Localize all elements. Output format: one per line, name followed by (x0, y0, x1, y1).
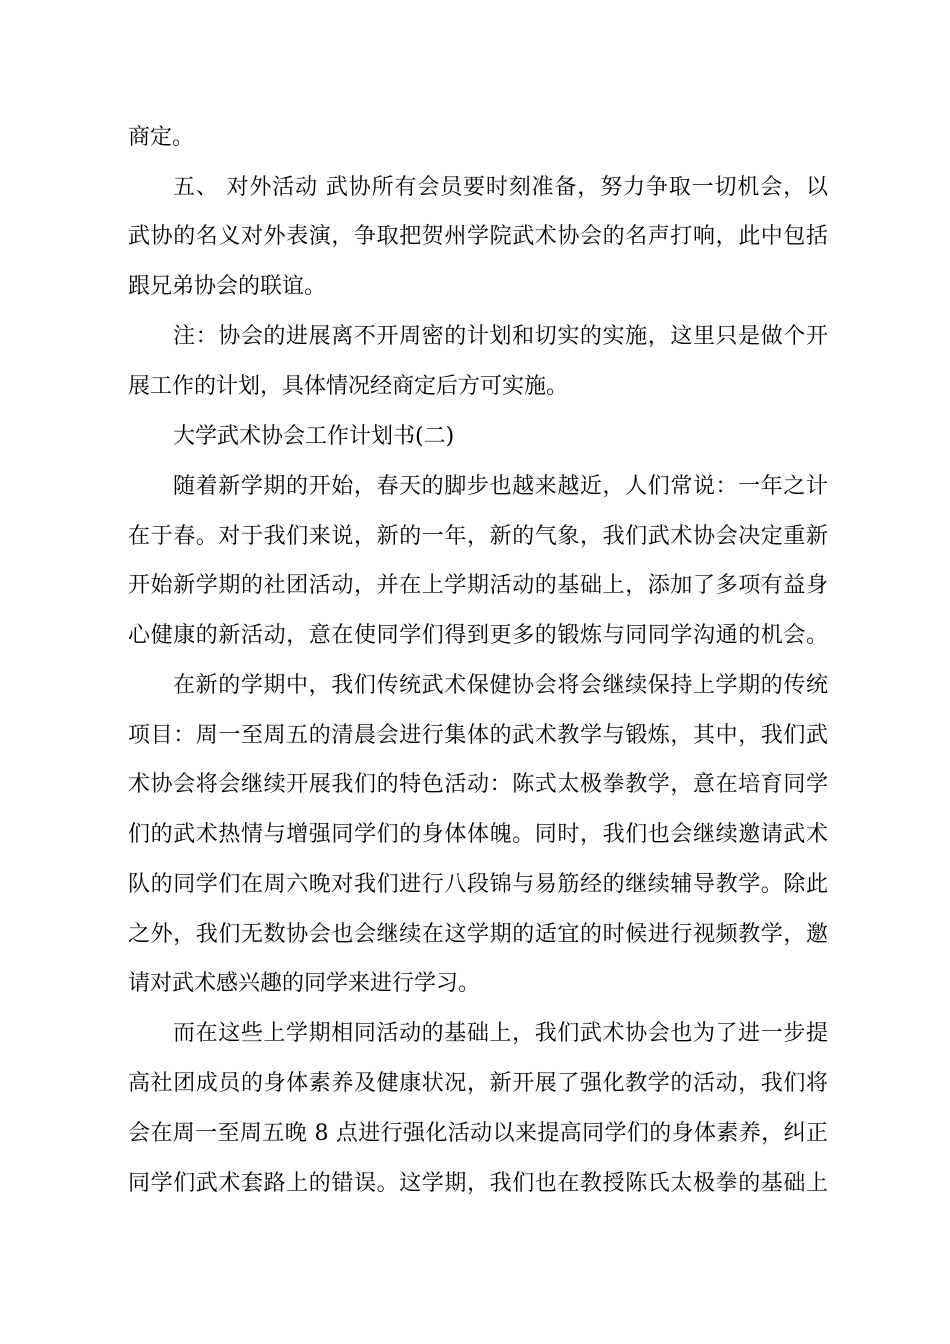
text-line: 高社团成员的身体素养及健康状况，新开展了强化教学的活动，我们将 (128, 1071, 828, 1096)
text-line: 术协会将会继续开展我们的特色活动：陈式太极拳教学，意在培育同学 (128, 772, 828, 797)
text-line: 随着新学期的开始，春天的脚步也越来越近，人们常说：一年之计 (173, 474, 828, 499)
text-line: 在新的学期中，我们传统武术保健协会将会继续保持上学期的传统 (173, 673, 828, 698)
text-line: 们的武术热情与增强同学们的身体体魄。同时，我们也会继续邀请武术 (128, 822, 828, 847)
text-line: 跟兄弟协会的联谊。 (128, 274, 327, 299)
text-line: 心健康的新活动，意在使同学们得到更多的锻炼与同同学沟通的机会。 (128, 623, 828, 648)
text-line: 注：协会的进展离不开周密的计划和切实的实施，这里只是做个开 (173, 324, 828, 349)
text-line: 武协的名义对外表演，争取把贺州学院武术协会的名声打响，此中包括 (128, 224, 828, 249)
text-line: 商定。 (128, 125, 195, 150)
text-line: 在于春。对于我们来说，新的一年，新的气象，我们武术协会决定重新 (128, 524, 828, 549)
text-line: 五、 对外活动 武协所有会员要时刻准备，努力争取一切机会，以 (173, 175, 828, 200)
text-line: 开始新学期的社团活动，并在上学期活动的基础上，添加了多项有益身 (128, 573, 828, 598)
text-line: 会在周一至周五晚 8 点进行强化活动以来提高同学们的身体素养，纠正 (128, 1121, 828, 1146)
text-line: 请对武术感兴趣的同学来进行学习。 (128, 971, 481, 996)
text-line: 之外，我们无数协会也会继续在这学期的适宜的时候进行视频教学，邀 (128, 922, 828, 947)
text-line: 展工作的计划，具体情况经商定后方可实施。 (128, 374, 569, 399)
text-line: 队的同学们在周六晚对我们进行八段锦与易筋经的继续辅导教学。除此 (128, 872, 828, 897)
text-line: 项目：周一至周五的清晨会进行集体的武术教学与锻炼，其中，我们武 (128, 723, 828, 748)
text-line: 而在这些上学期相同活动的基础上，我们武术协会也为了进一步提 (173, 1021, 828, 1046)
text-line: 同学们武术套路上的错误。这学期，我们也在教授陈氏太极拳的基础上 (128, 1171, 828, 1196)
section-heading: 大学武术协会工作计划书(二) (173, 424, 455, 449)
